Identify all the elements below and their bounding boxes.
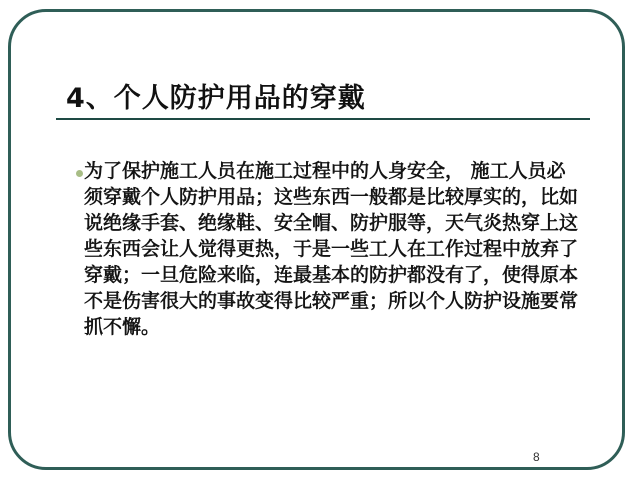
bullet-paragraph: 为了保护施工人员在施工过程中的人身安全， 施工人员必须穿戴个人防护用品；这些东西一般都是比较厚实的，比如说绝缘手套、绝缘鞋、安全帽、防护服等，天气炎热穿上这些东西会让人觉得更热，于是一些工人在工作过程中放弃了穿戴；一旦危险来临，连最基本的防护都没有了，使得原本不是伤害很大的事故变得比较严重；所以个人防护设施要常抓不懈。 <box>84 160 579 338</box>
slide-title: 4、个人防护用品的穿戴 <box>66 83 366 114</box>
title-divider <box>56 118 590 120</box>
round-bullet-icon <box>76 170 83 177</box>
page-number: 8 <box>533 450 540 464</box>
